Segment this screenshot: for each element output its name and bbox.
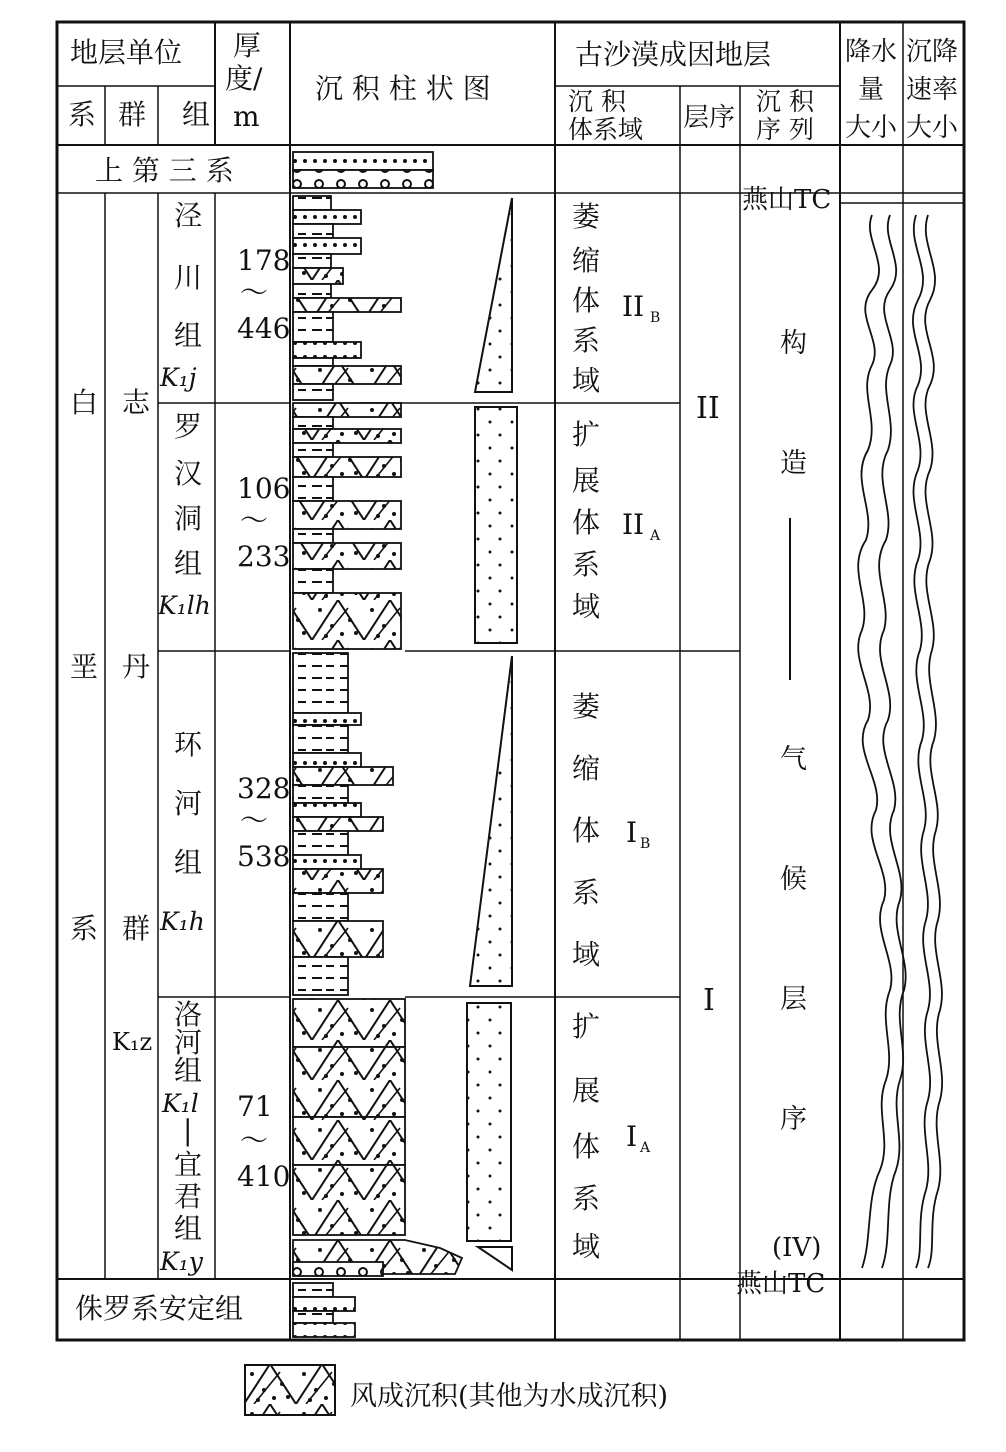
formation-4-char-1: 洛: [174, 998, 203, 1031]
deposition-char-5: 层: [780, 984, 807, 1015]
tract-2b-char-2: 缩: [572, 244, 601, 277]
formation-2-code: K₁lh: [158, 591, 211, 620]
systems-tract-shapes: [467, 198, 517, 1270]
tract-1a-char-5: 域: [572, 1230, 601, 1263]
header-systems-tract-1: 沉 积: [568, 87, 626, 116]
sequence-1-label: I: [703, 983, 715, 1018]
tract-1b-char-3: 体: [572, 814, 601, 847]
tract-1b-char-2: 缩: [572, 752, 601, 785]
formation-3-char-3: 组: [174, 846, 203, 879]
deposition-char-4: 候: [780, 864, 807, 895]
yanshan-tc-top: 燕山TC: [742, 185, 832, 215]
tract-wedge-2b: [475, 198, 512, 392]
formation-4-char-3: 组: [174, 1054, 203, 1087]
tract-wedge-1b: [470, 656, 512, 986]
thickness-2-sep: ～: [240, 504, 269, 537]
header-deposition-seq-2: 序 列: [756, 115, 814, 144]
header-strata-unit: 地层单位: [70, 36, 183, 69]
thickness-3-sep: ～: [240, 804, 269, 837]
header-subs-1: 沉降: [906, 37, 959, 67]
formation-1-char-1: 泾: [174, 199, 203, 232]
thickness-3-max: 538: [237, 840, 291, 873]
header-systems-tract-2: 体系域: [568, 115, 644, 144]
yanshan-tc-bottom: 燕山TC: [736, 1269, 826, 1299]
tract-2a-char-1: 扩: [572, 418, 601, 451]
formation-4-char-5: 君: [174, 1180, 203, 1213]
formation-1-code: K₁j: [160, 363, 197, 392]
formation-4-char-2: 河: [174, 1026, 203, 1059]
tract-block-2a: [475, 407, 517, 643]
group-char-2: 丹: [122, 650, 151, 683]
header-formation: 组: [182, 98, 211, 131]
tract-1b-code: I: [626, 816, 638, 849]
tract-2a-char-4: 系: [572, 548, 601, 581]
tract-2b-char-3: 体: [572, 284, 601, 317]
header-subs-2: 速率: [906, 75, 959, 105]
tract-2b-code: II: [622, 290, 645, 323]
tract-1a-char-4: 系: [572, 1182, 601, 1215]
tract-2b-char-1: 萎: [572, 200, 601, 233]
group-char-1: 志: [122, 386, 151, 419]
deposition-char-6: 序: [780, 1104, 807, 1135]
header-sequence: 层序: [683, 103, 736, 133]
header-system: 系: [68, 98, 97, 131]
formation-1-char-2: 川: [174, 261, 203, 294]
thickness-2-max: 233: [237, 540, 291, 573]
legend-aeolian-symbol: [244, 1364, 336, 1416]
header-thickness-1: 厚: [233, 29, 262, 62]
thickness-1-max: 446: [237, 312, 291, 345]
tract-2b-char-5: 域: [572, 364, 601, 397]
system-char-1: 白: [70, 386, 99, 419]
formation-3-char-1: 环: [174, 728, 203, 761]
tract-2a-char-3: 体: [572, 506, 601, 539]
formation-4-char-6: 组: [174, 1212, 203, 1245]
tract-2a-char-2: 展: [572, 464, 601, 497]
system-char-3: 系: [70, 912, 99, 945]
tract-2a-char-5: 域: [572, 590, 601, 623]
thickness-2-min: 106: [237, 472, 291, 505]
legend-text: 风成沉积(其他为水成沉积): [350, 1381, 669, 1412]
header-rain-3: 大小: [845, 113, 898, 143]
system-char-2: 垩: [70, 650, 99, 683]
tract-1b-char-4: 系: [572, 876, 601, 909]
formation-3-char-2: 河: [174, 787, 203, 820]
tract-1b-char-1: 萎: [572, 690, 601, 723]
group-char-3: 群: [122, 912, 151, 945]
formation-2-char-4: 组: [174, 547, 203, 580]
tract-1a-char-2: 展: [572, 1074, 601, 1107]
formation-1-char-3: 组: [174, 319, 203, 352]
header-rain-1: 降水: [845, 37, 898, 67]
formation-4-code-2: K₁y: [160, 1247, 203, 1276]
header-thickness-unit: m: [233, 100, 260, 133]
precip-curve-right: [879, 215, 906, 1268]
header-column-title: 沉 积 柱 状 图: [315, 72, 491, 105]
formation-4-code-1: K₁l: [162, 1089, 199, 1118]
header-thickness-2: 度/: [225, 62, 263, 95]
formation-4-char-4: 宜: [174, 1148, 203, 1181]
formation-4-divider: |: [183, 1114, 193, 1147]
formation-2-char-1: 罗: [174, 410, 203, 443]
deposition-char-1: 构: [780, 328, 807, 359]
deposition-char-3: 气: [780, 744, 807, 775]
header-subs-3: 大小: [906, 113, 959, 143]
formation-2-char-3: 洞: [174, 502, 203, 535]
subsidence-curve-right: [913, 215, 930, 1268]
tract-2a-sub: A: [650, 528, 661, 544]
sequence-2-label: II: [696, 391, 720, 426]
header-group: 群: [118, 98, 147, 131]
deposition-char-2: 造: [780, 448, 807, 479]
bottom-unit-label: 侏罗系安定组: [75, 1292, 244, 1325]
thickness-4-max: 410: [237, 1160, 291, 1193]
group-code: K₁z: [112, 1028, 153, 1056]
thickness-4-min: 71: [237, 1090, 273, 1123]
tract-2b-char-4: 系: [572, 324, 601, 357]
tract-1a-char-1: 扩: [572, 1010, 601, 1043]
tract-2b-sub: B: [650, 310, 661, 326]
tract-block-1a: [467, 1003, 511, 1241]
subsidence-curve-left: [925, 215, 942, 1268]
deposition-label: (IV): [772, 1233, 822, 1263]
tract-1b-sub: B: [640, 836, 651, 852]
header-rain-2: 量: [858, 75, 885, 105]
tract-1b-char-5: 域: [572, 938, 601, 971]
header-genetic-title: 古沙漠成因地层: [575, 38, 772, 71]
thickness-3-min: 328: [237, 772, 291, 805]
tract-1a-sub: A: [640, 1140, 651, 1156]
lithologic-column: [293, 152, 462, 1337]
tract-wedge-small: [478, 1247, 512, 1270]
header-deposition-seq-1: 沉 积: [756, 87, 814, 116]
wavy-curves: [858, 215, 942, 1268]
tract-2a-code: II: [622, 508, 645, 541]
thickness-1-sep: ～: [240, 276, 269, 309]
tract-1a-char-3: 体: [572, 1130, 601, 1163]
formation-3-code: K₁h: [160, 907, 205, 936]
top-unit-label: 上 第 三 系: [95, 154, 234, 187]
formation-2-char-2: 汉: [174, 457, 203, 490]
thickness-4-sep: ～: [240, 1124, 269, 1157]
thickness-1-min: 178: [237, 244, 291, 277]
tract-1a-code: I: [626, 1120, 638, 1153]
